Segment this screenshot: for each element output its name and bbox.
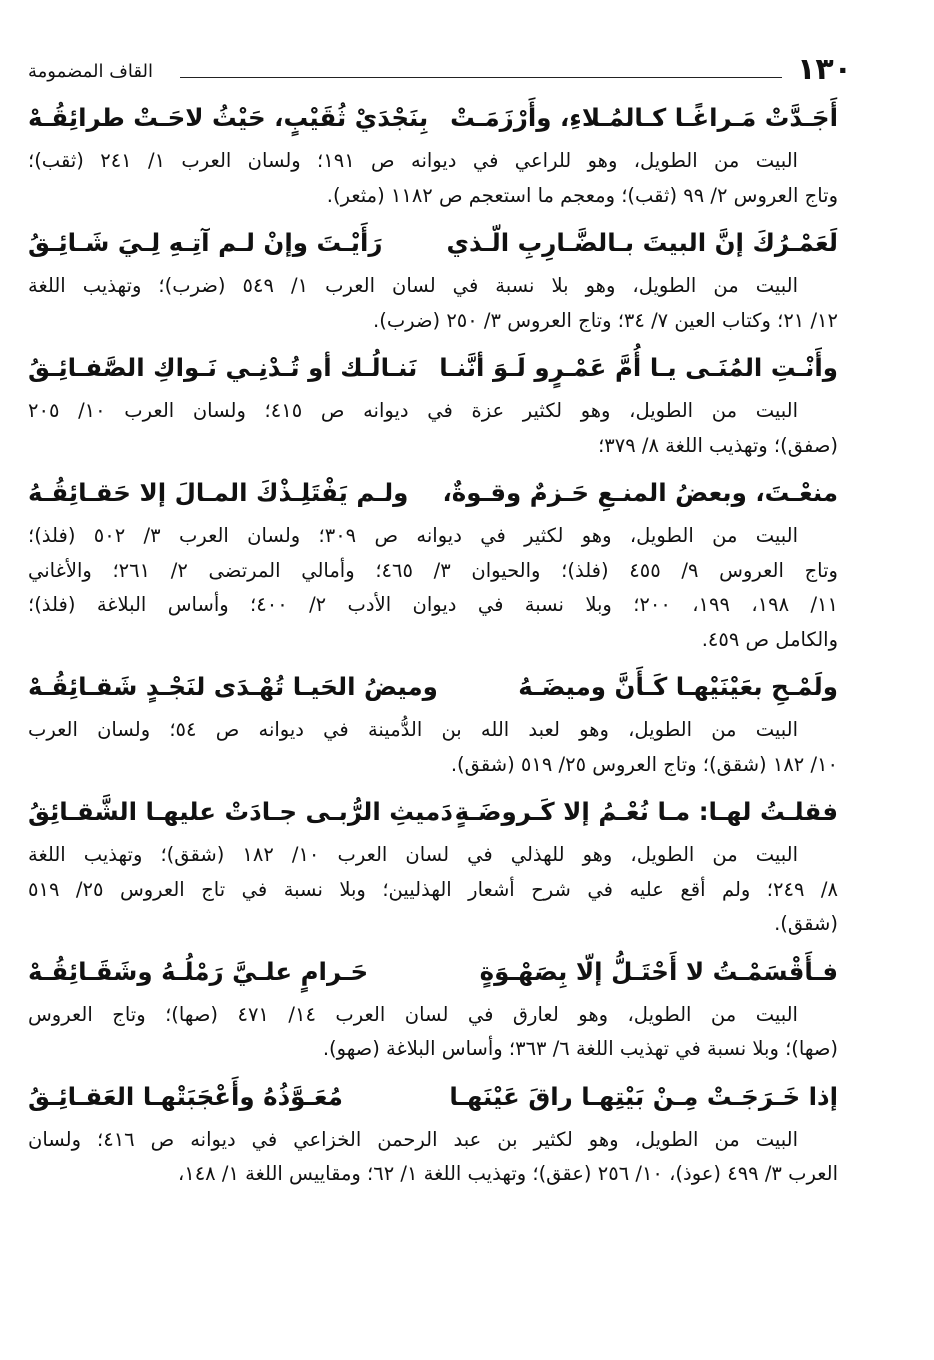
- verse-commentary: [28, 1123, 838, 1192]
- commentary-line: والكامل ص ٤٥٩.: [701, 627, 838, 651]
- commentary-line: البيت من الطويل، وهو لكثير عزة في ديوانه ص ٤١٥؛ ولسان العرب ١٠/ ٢٠٥: [28, 399, 798, 422]
- commentary-line: وتاج العروس ٩/ ٤٥٥ (فلذ)؛ والحيوان ٣/ ٤٦٥؛ وأمالي المرتضى ٢/ ٢٦١؛ والأغاني: [28, 558, 838, 582]
- commentary-line: ٨/ ٢٤٩؛ ولم أقع عليه في شرح أشعار الهذليين؛ وبلا نسبة في تاج العروس ٢٥/ ٥١٩: [28, 877, 838, 901]
- hemistich-second: نَنـالُـك أو تُـدْنِـي نَـواكِ الصَّفـائِـقُ: [28, 353, 418, 382]
- page-number: ١٣٠: [797, 52, 852, 87]
- verse-line: [28, 950, 838, 998]
- verse-line: [28, 471, 838, 519]
- commentary-line: ١١/ ١٩٨، ١٩٩، ٢٠٠؛ وبلا نسبة في ديوان الأدب ٢/ ٤٠٠؛ وأساس البلاغة (فلذ)؛: [28, 593, 838, 616]
- hemistich-second: وميضُ الحَيـا تُهْـدَى لنَجْـدٍ شَقـائِقُـهْ: [28, 672, 438, 701]
- hemistich-second: رَأَيْـتَ وإنْ لـم آتِـهِ لِـيَ شَـائِـقُ: [28, 228, 383, 257]
- verse-line: [28, 346, 838, 394]
- commentary-line: البيت من الطويل، وهو لعارق في لسان العرب ١٤/ ٤٧١ (صها)؛ وتاج العروس: [28, 1002, 798, 1026]
- commentary-line: ١٢/ ٢١؛ وكتاب العين ٧/ ٣٤؛ وتاج العروس ٣/ ٢٥٠ (ضرب).: [373, 308, 838, 332]
- hemistich-first: أَجَـدَّتْ مَـراغًـا كـالمُـلاءِ، وأَرْزَمَـتْ: [450, 103, 838, 132]
- commentary-line: العرب ٣/ ٤٩٩ (عوذ)، ١٠/ ٢٥٦ (عقق)؛ وتهذيب اللغة ١/ ٦٢؛ ومقاييس اللغة ١/ ١٤٨،: [177, 1162, 838, 1185]
- running-title: القاف المضمومة: [28, 61, 153, 82]
- verse-entry: [28, 1075, 838, 1192]
- commentary-line: (صها)؛ وبلا نسبة في تهذيب اللغة ٦/ ٣٦٣؛ وأساس البلاغة (صهو).: [322, 1037, 838, 1060]
- verse-line: [28, 665, 838, 713]
- verse-line: [28, 790, 838, 838]
- verse-entry: [28, 950, 838, 1067]
- verse-line: [28, 96, 838, 144]
- page-header: [28, 52, 852, 88]
- verse-commentary: [28, 838, 838, 942]
- verse-commentary: [28, 519, 838, 657]
- commentary-line: البيت من الطويل، وهو بلا نسبة في لسان العرب ١/ ٥٤٩ (ضرب)؛ وتهذيب اللغة: [28, 274, 798, 297]
- verse-line: [28, 1075, 838, 1123]
- hemistich-first: لَعَمْـرُكَ إنَّ البيتَ بـالضَّـارِبِ الّـذي: [446, 228, 838, 257]
- hemistich-second: دَميثِ الرُّبـى جـادَتْ عليهـا الشَّقـائِقُ: [28, 797, 453, 826]
- commentary-line: (شقق).: [774, 912, 838, 935]
- verse-commentary: [28, 394, 838, 463]
- verse-commentary: [28, 144, 838, 213]
- header-rule: [180, 77, 782, 78]
- verse-commentary: [28, 269, 838, 338]
- verse-entry: [28, 665, 838, 782]
- verse-line: [28, 221, 838, 269]
- verse-commentary: [28, 998, 838, 1067]
- verse-entry: [28, 96, 838, 213]
- commentary-line: وتاج العروس ٢/ ٩٩ (ثقب)؛ ومعجم ما استعجم ص ١١٨٢ (مثعر).: [326, 183, 838, 207]
- verse-entry: [28, 471, 838, 657]
- hemistich-second: ولـم يَفْتَلِـذْكَ المـالَ إلا حَقـائِقُـهُ: [28, 478, 409, 507]
- hemistich-first: فقلـتُ لهـا: مـا نُعْـمُ إلا كَـروضَـةٍ: [454, 797, 838, 826]
- hemistich-first: منعْـتَ، وبعضُ المنـعِ حَـزمٌ وقـوةٌ،: [442, 478, 838, 507]
- commentary-line: ١٠/ ١٨٢ (شقق)؛ وتاج العروس ٢٥/ ٥١٩ (شقق).: [450, 752, 838, 776]
- hemistich-second: بِنَجْدَيْ ثُقَيْبٍ، حَيْثُ لاحَـتْ طرائِقُـهْ: [28, 103, 429, 132]
- verse-entry: [28, 790, 838, 942]
- commentary-line: البيت من الطويل، وهو للهذلي في لسان العرب ١٠/ ١٨٢ (شقق)؛ وتهذيب اللغة: [28, 843, 799, 866]
- hemistich-first: فـأَقْسَمْـتُ لا أَحْتَـلُّ إلّا بِصَهْـوَةٍ: [479, 956, 838, 986]
- verse-commentary: [28, 713, 838, 782]
- hemistich-first: ولَمْـحِ بعَيْنَيْهـا كَـأَنَّ وميضَـهُ: [518, 672, 838, 701]
- commentary-line: البيت من الطويل، وهو لكثير في ديوانه ص ٣٠٩؛ ولسان العرب ٣/ ٥٠٢ (فلذ)؛: [28, 524, 799, 547]
- commentary-line: (صفق)؛ وتهذيب اللغة ٨/ ٣٧٩؛: [598, 433, 838, 457]
- hemistich-first: وأَنْـتِ المُنَـى يـا أُمَّ عَمْـرٍو لَـوَ أنَّنـا: [439, 353, 838, 382]
- commentary-line: البيت من الطويل، وهو للراعي في ديوانه ص ١٩١؛ ولسان العرب ١/ ٢٤١ (ثقب)؛: [28, 149, 798, 172]
- verse-entry: [28, 221, 838, 338]
- commentary-line: البيت من الطويل، وهو لعبد الله بن الدُّمينة في ديوانه ص ٥٤؛ ولسان العرب: [28, 718, 798, 741]
- hemistich-first: إذا خَـرَجَـتْ مِـنْ بَيْتِهـا راقَ عَيْنَهـا: [449, 1081, 838, 1111]
- verse-entries: [28, 96, 838, 1200]
- commentary-line: البيت من الطويل، وهو لكثير بن عبد الرحمن الخزاعي في ديوانه ص ٤١٦؛ ولسان: [28, 1127, 798, 1151]
- hemistich-second: مُعَـوَّذُهُ وأَعْجَبَتْهـا العَقـائِـقُ: [28, 1081, 343, 1111]
- verse-entry: [28, 346, 838, 463]
- hemistich-second: حَـرامٍ علـيَّ رَمْلُـهُ وشَقَـائِقُـهْ: [28, 956, 369, 986]
